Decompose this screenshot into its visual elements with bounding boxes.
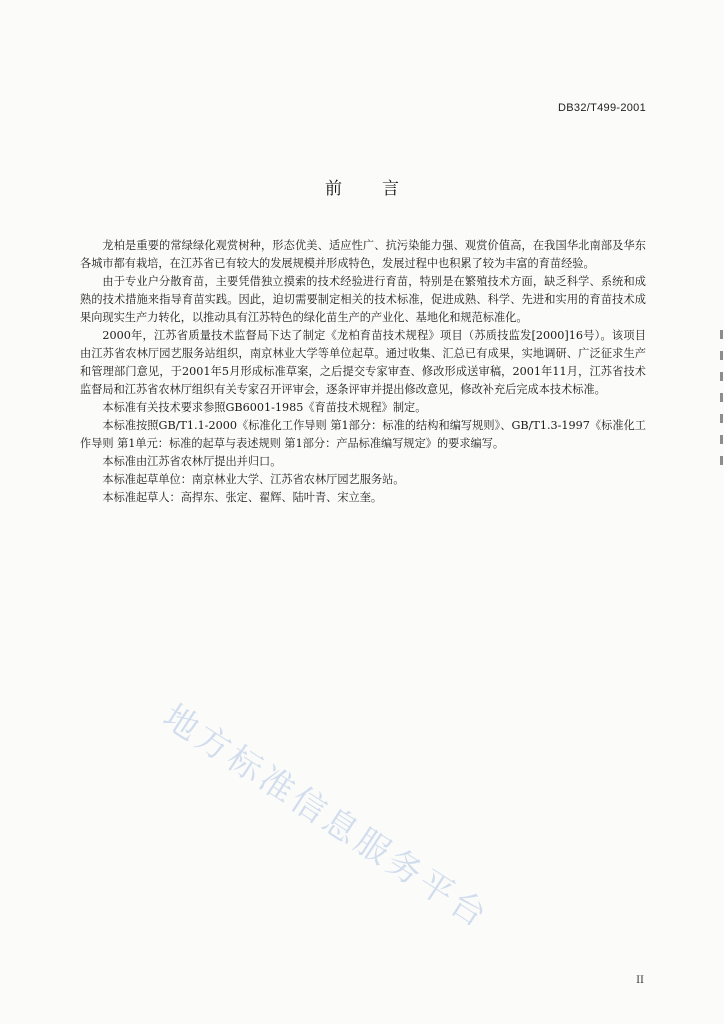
paragraph: 由于专业户分散育苗，主要凭借独立摸索的技术经验进行育苗，特别是在繁殖技术方面，缺乏科学、系统和成熟的技术措施来指导育苗实践。因此，迫切需要制定相关的技术标准，促进成熟、科学、先进和实用的育苗技术成果向现实生产力转化，以推动具有江苏特色的绿化苗生产的产业化、基地化和规范标准化。 — [80, 275, 646, 324]
scan-edge-marks — [718, 330, 724, 490]
page-number: II — [636, 975, 644, 986]
paragraph: 龙柏是重要的常绿绿化观赏树种，形态优美、适应性广、抗污染能力强、观赏价值高，在我国华北南部及华东各城市都有栽培，在江苏省已有较大的发展规模并形成特色，发展过程中也积累了较为丰富的育苗经验。 — [80, 239, 646, 270]
paragraph: 2000年，江苏省质量技术监督局下达了制定《龙柏育苗技术规程》项目（苏质技监发[2000]16号）。该项目由江苏省农林厅园艺服务站组织，南京林业大学等单位起草。通过收集、汇总已有成果，实地调研、广泛征求生产和管理部门意见，于2001年5月形成标准草案，之后提交专家审查、修改形成送审稿，2001年11月，江苏省技术监督局和江苏省农林厅组织有关专家召开评审会，逐条评审并提出修改意见，修改补充后完成本技术标准。 — [80, 329, 646, 396]
page-title: 前言 — [325, 179, 439, 199]
paragraph: 本标准起草人：高捍东、张定、翟辉、陆叶青、宋立奎。 — [102, 491, 383, 504]
document-code: DB32/T499-2001 — [558, 102, 646, 114]
paragraph: 本标准按照GB/T1.1-2000《标准化工作导则 第1部分：标准的结构和编写规则》、GB/T1.3-1997《标准化工作导则 第1单元：标准的起草与表述规则 第1部分：产品标准编写规定》的要求编写。 — [80, 419, 646, 450]
preface-body — [80, 237, 646, 507]
watermark: 地方标准信息服务平台 — [155, 696, 497, 938]
paragraph: 本标准有关技术要求参照GB6001-1985《育苗技术规程》制定。 — [102, 401, 427, 414]
paragraph: 本标准起草单位：南京林业大学、江苏省农林厅园艺服务站。 — [102, 473, 405, 486]
paragraph: 本标准由江苏省农林厅提出并归口。 — [102, 455, 282, 468]
